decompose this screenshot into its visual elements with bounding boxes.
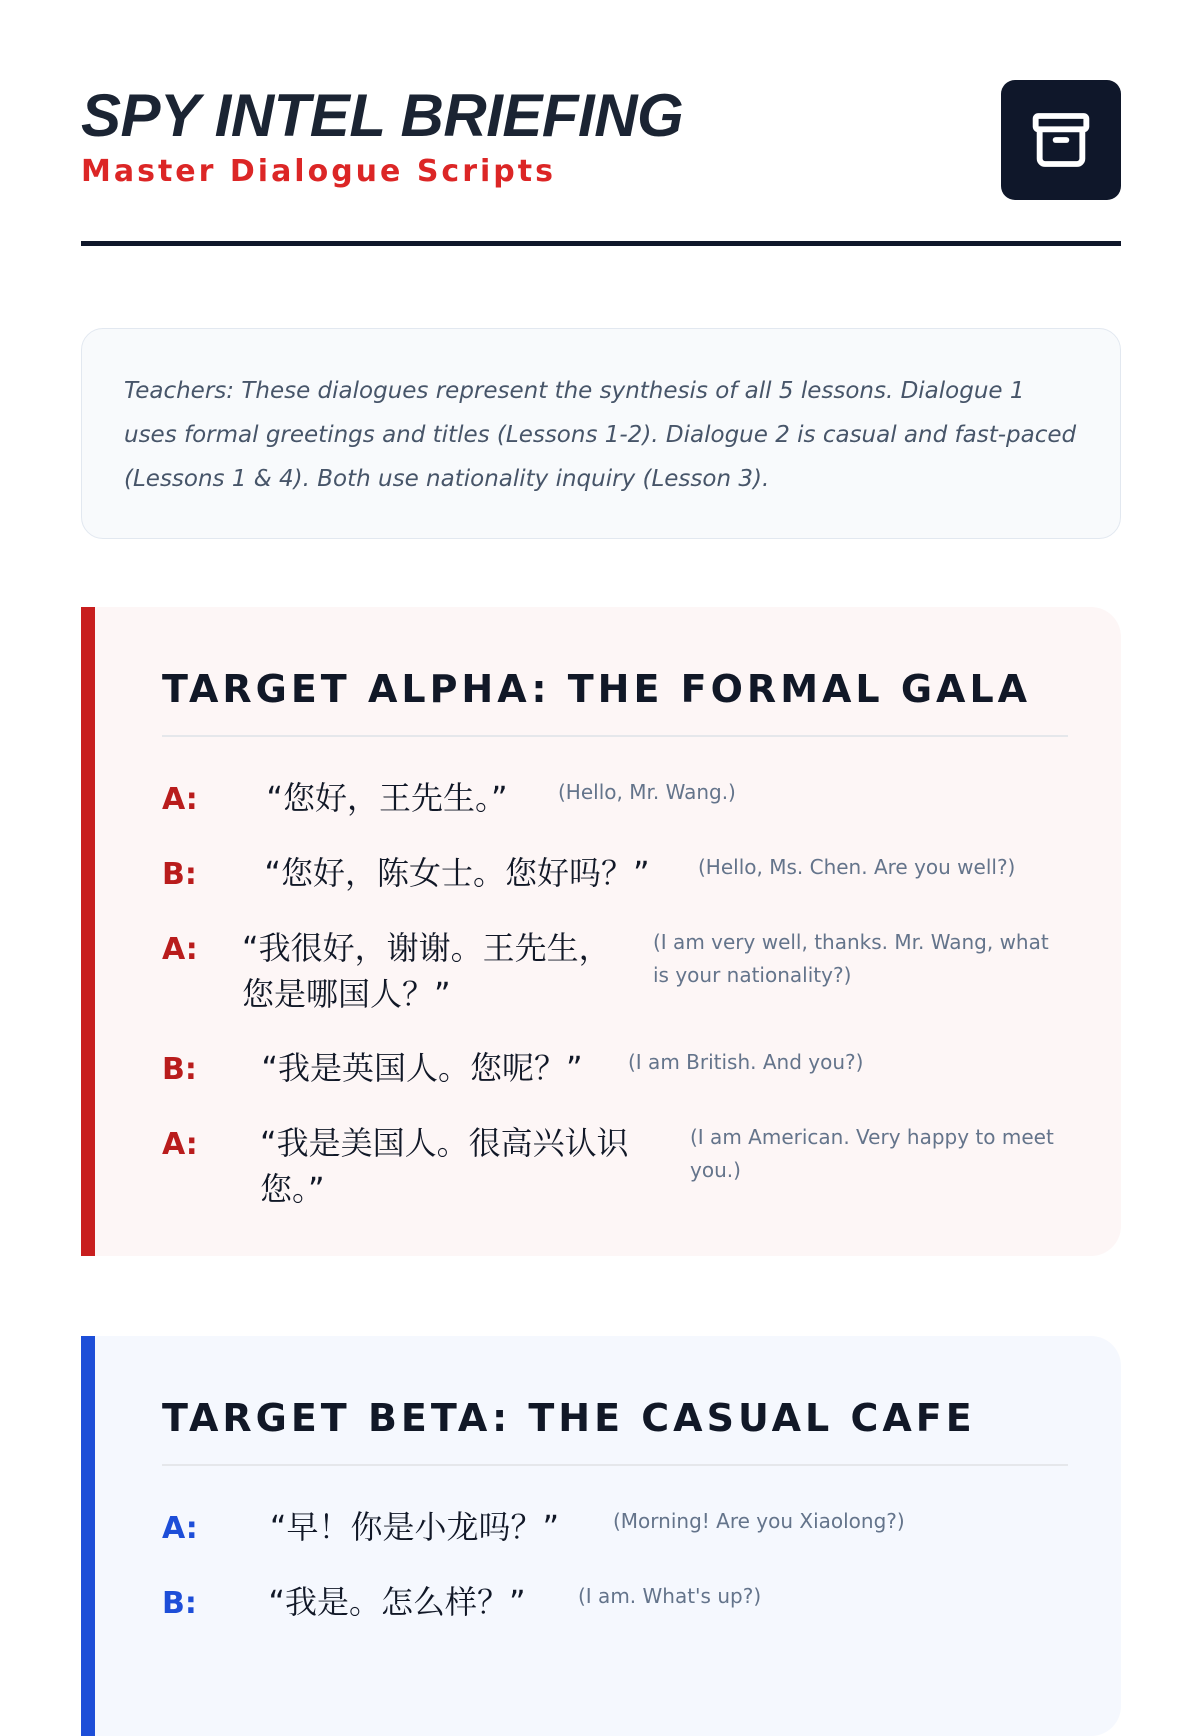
dialogue-line	[162, 775, 1068, 822]
chinese-line: “您好，陈女士。您好吗？”	[264, 854, 650, 892]
archive-box-icon	[1029, 108, 1093, 172]
teacher-note-text: Teachers: These dialogues represent the synthesis of all 5 lessons. Dialogue 1 uses formal greetings and titles (Lessons 1-2). Dialogue 2 is casual and fast-paced (Lessons 1 & 4). Both use nationality inquiry (Lesson 3).	[124, 378, 1077, 492]
dialogue-line	[162, 1045, 1068, 1092]
speaker-label: A:	[162, 1511, 198, 1546]
dialogue-line	[162, 925, 1068, 1017]
english-translation: (I am. What's up?)	[578, 1584, 762, 1608]
speaker-label: B:	[162, 857, 197, 892]
dialogue-title-divider	[162, 1464, 1068, 1466]
header-divider	[81, 241, 1121, 246]
chinese-line: “早！你是小龙吗？”	[269, 1508, 560, 1546]
english-translation: (I am British. And you?)	[628, 1050, 864, 1074]
english-translation: (I am very well, thanks. Mr. Wang, what is your nationality?)	[653, 930, 1049, 987]
page-subtitle: Master Dialogue Scripts	[81, 154, 556, 189]
dialogue-title-divider	[162, 735, 1068, 737]
chinese-line: “您好，王先生。”	[266, 779, 508, 817]
speaker-label: B:	[162, 1052, 197, 1087]
archive-button[interactable]	[1001, 80, 1121, 200]
page-title: SPY INTEL BRIEFING	[81, 82, 684, 149]
speaker-label: A:	[162, 782, 198, 817]
dialogue-line	[162, 1120, 1068, 1212]
speaker-label: A:	[162, 1127, 198, 1162]
dialogue-title: TARGET BETA: THE CASUAL CAFE	[162, 1396, 976, 1440]
english-translation: (I am American. Very happy to meet you.)	[690, 1125, 1054, 1182]
dialogue-title: TARGET ALPHA: THE FORMAL GALA	[162, 667, 1032, 711]
speaker-label: A:	[162, 932, 198, 967]
english-translation: (Hello, Mr. Wang.)	[558, 780, 736, 804]
page-header	[81, 80, 1121, 200]
chinese-line: “我是美国人。很高兴认识您。”	[260, 1124, 629, 1208]
english-translation: (Hello, Ms. Chen. Are you well?)	[698, 855, 1016, 879]
teacher-note	[81, 328, 1121, 539]
dialogue-line	[162, 1504, 1068, 1551]
dialogue-card-alpha	[81, 607, 1121, 1256]
chinese-line: “我是英国人。您呢？”	[261, 1049, 583, 1087]
chinese-line: “我很好，谢谢。王先生，您是哪国人？”	[242, 929, 611, 1013]
english-translation: (Morning! Are you Xiaolong?)	[613, 1509, 905, 1533]
chinese-line: “我是。怎么样？”	[268, 1583, 526, 1621]
speaker-label: B:	[162, 1586, 197, 1621]
dialogue-line	[162, 850, 1068, 897]
dialogue-line	[162, 1579, 1068, 1626]
dialogue-card-beta	[81, 1336, 1121, 1736]
